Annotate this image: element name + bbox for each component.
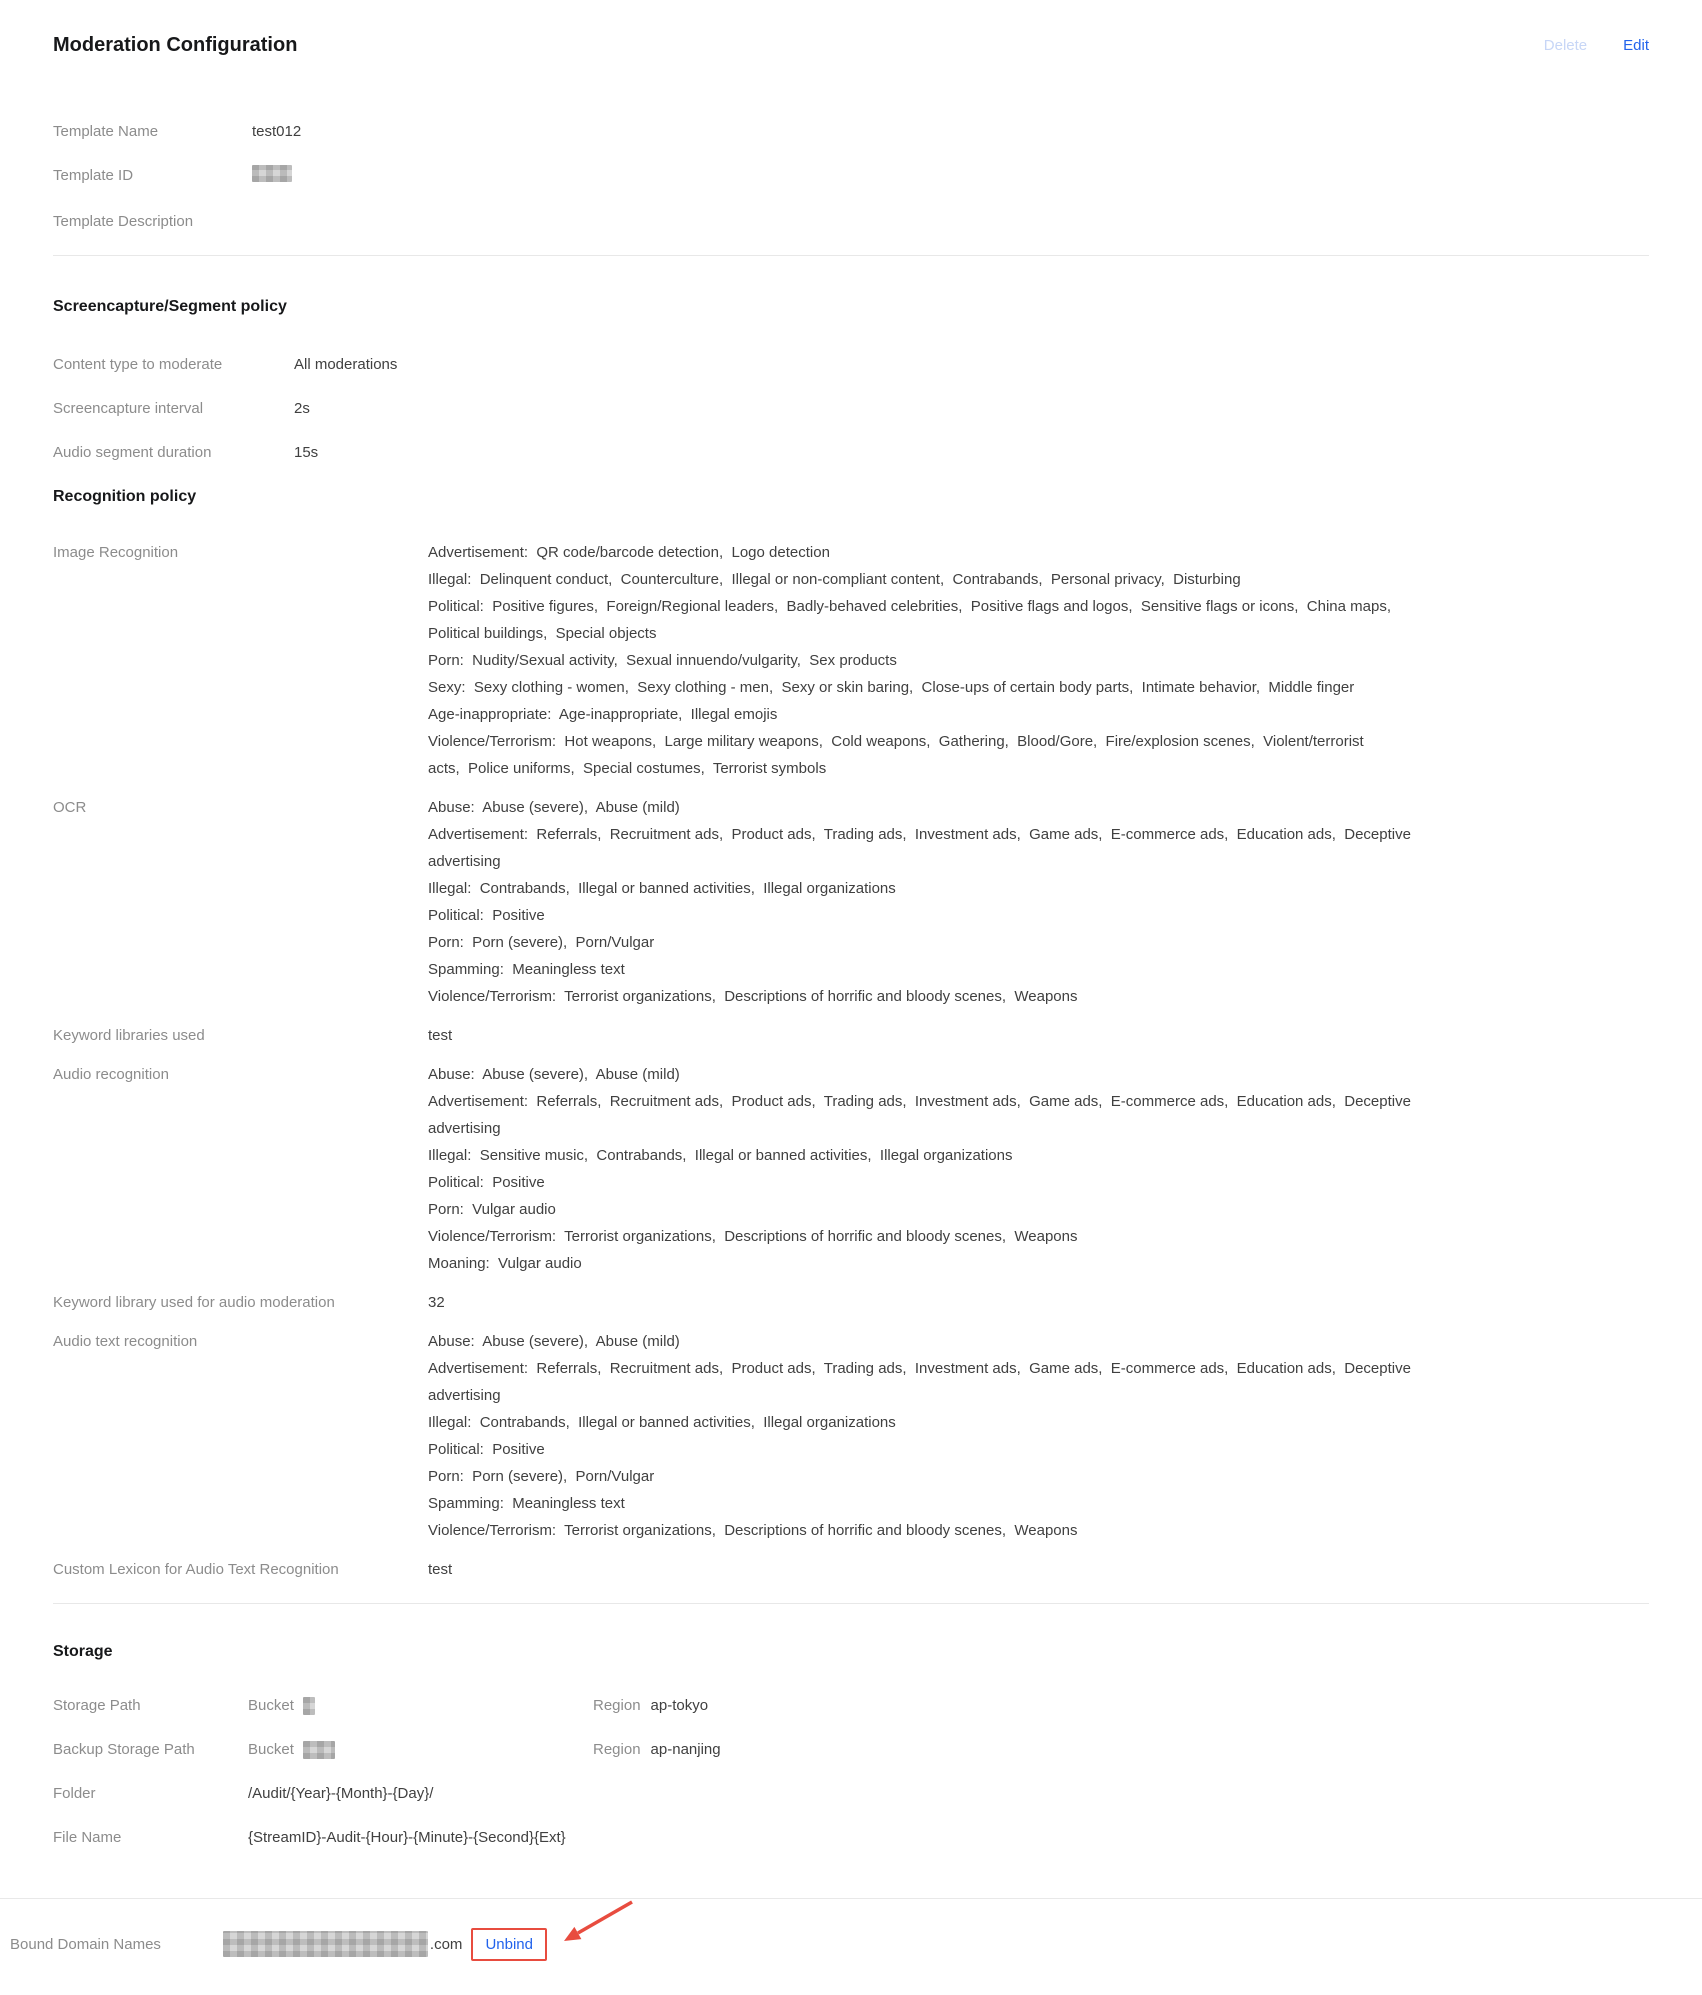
policy-line: Violence/Terrorism: Terrorist organizations, Descriptions of horrific and bloody scenes, Weapons	[428, 988, 1078, 1005]
screencapture-interval-row	[53, 398, 1649, 419]
bound-domain-label: Bound Domain Names	[10, 1935, 161, 1953]
policy-line: Political: Positive	[428, 907, 545, 924]
header-actions	[1544, 37, 1649, 54]
template-name-value: test012	[252, 123, 302, 140]
audio-segment-duration-label: Audio segment duration	[53, 444, 212, 461]
ocr-label: OCR	[53, 799, 87, 816]
ocr-row	[53, 794, 1649, 1010]
image-recognition-row	[53, 539, 1649, 782]
policy-line: Age-inappropriate: Age-inappropriate, Illegal emojis	[428, 706, 778, 723]
policy-line: Political: Positive	[428, 1441, 545, 1458]
audio-recognition-value	[428, 1061, 1649, 1277]
audio-segment-duration-row	[53, 442, 1649, 463]
page-title: Moderation Configuration	[53, 34, 298, 56]
policy-line: Moaning: Vulgar audio	[428, 1255, 582, 1272]
backup-bucket-cell	[248, 1739, 593, 1760]
policy-line: Porn: Vulgar audio	[428, 1201, 556, 1218]
storage-region-cell	[593, 1695, 708, 1716]
redacted-domain-name	[223, 1931, 428, 1957]
keyword-libraries-label: Keyword libraries used	[53, 1027, 205, 1044]
region-label: Region	[593, 1697, 641, 1714]
template-id-row	[53, 165, 1649, 188]
policy-line: Illegal: Delinquent conduct, Counterculture, Illegal or non-compliant content, Contrabands, Personal privacy, Disturbing	[428, 571, 1241, 588]
screencapture-interval-value: 2s	[294, 400, 310, 417]
unbind-button[interactable]: Unbind	[485, 1935, 533, 1953]
audio-text-recognition-row	[53, 1328, 1649, 1544]
image-recognition-value	[428, 539, 1649, 782]
audio-text-recognition-value	[428, 1328, 1649, 1544]
policy-line: Advertisement: QR code/barcode detection, Logo detection	[428, 544, 830, 561]
policy-line: Abuse: Abuse (severe), Abuse (mild)	[428, 799, 680, 816]
redacted-bucket-name	[303, 1697, 315, 1715]
recognition-policy-section	[53, 539, 1649, 1583]
storage-bucket-cell	[248, 1695, 593, 1716]
backup-storage-path-row	[53, 1739, 1649, 1760]
storage-heading: Storage	[53, 1643, 113, 1660]
template-id-label: Template ID	[53, 167, 134, 184]
policy-line: Political buildings, Special objects	[428, 625, 657, 642]
template-id-value	[252, 165, 292, 188]
policy-line: acts, Police uniforms, Special costumes, Terrorist symbols	[428, 760, 827, 777]
policy-line: Violence/Terrorism: Terrorist organizations, Descriptions of horrific and bloody scenes, Weapons	[428, 1522, 1078, 1539]
edit-button[interactable]: Edit	[1623, 36, 1649, 54]
divider	[53, 255, 1649, 256]
template-name-label: Template Name	[53, 123, 159, 140]
redacted-template-id	[252, 165, 292, 182]
content-type-label: Content type to moderate	[53, 356, 223, 373]
backup-storage-path-label: Backup Storage Path	[53, 1741, 195, 1758]
folder-label: Folder	[53, 1785, 96, 1802]
policy-line: Political: Positive	[428, 1174, 545, 1191]
policy-line: Illegal: Contrabands, Illegal or banned activities, Illegal organizations	[428, 880, 896, 897]
policy-line: Violence/Terrorism: Hot weapons, Large military weapons, Cold weapons, Gathering, Blood/Gore, Fire/explosion scenes, Violent/terrorist	[428, 733, 1364, 750]
screencapture-policy-section	[53, 354, 1649, 463]
storage-path-label: Storage Path	[53, 1697, 141, 1714]
screencapture-interval-label: Screencapture interval	[53, 400, 204, 417]
audio-keyword-library-label: Keyword library used for audio moderation	[53, 1294, 335, 1311]
policy-line: Abuse: Abuse (severe), Abuse (mild)	[428, 1066, 680, 1083]
bound-domain-row	[0, 1922, 1702, 1966]
region-value: ap-nanjing	[650, 1741, 721, 1758]
custom-lexicon-value: test	[428, 1561, 453, 1578]
domain-suffix: .com	[429, 1935, 463, 1953]
policy-line: Abuse: Abuse (severe), Abuse (mild)	[428, 1333, 680, 1350]
policy-line: Advertisement: Referrals, Recruitment ads, Product ads, Trading ads, Investment ads, Game ads, E-commerce ads, Education ads, Deceptive	[428, 1093, 1411, 1110]
policy-line: Spamming: Meaningless text	[428, 961, 625, 978]
divider	[0, 1898, 1702, 1899]
audio-keyword-library-value: 32	[428, 1294, 445, 1311]
custom-lexicon-label: Custom Lexicon for Audio Text Recognition	[53, 1561, 339, 1578]
redacted-bucket-name	[303, 1741, 335, 1759]
audio-segment-duration-value: 15s	[294, 444, 319, 461]
audio-text-recognition-label: Audio text recognition	[53, 1333, 198, 1350]
audio-recognition-label: Audio recognition	[53, 1066, 169, 1083]
policy-line: Porn: Porn (severe), Porn/Vulgar	[428, 934, 655, 951]
template-name-row	[53, 121, 1649, 142]
policy-line: Porn: Porn (severe), Porn/Vulgar	[428, 1468, 655, 1485]
delete-button[interactable]: Delete	[1543, 36, 1588, 54]
annotation-arrow-icon	[556, 1896, 640, 1948]
bucket-label: Bucket	[248, 1697, 294, 1714]
audio-recognition-row	[53, 1061, 1649, 1277]
folder-row	[53, 1783, 1649, 1804]
page-header	[53, 0, 1649, 59]
custom-lexicon-row	[53, 1556, 1649, 1583]
image-recognition-label: Image Recognition	[53, 544, 179, 561]
backup-region-cell	[593, 1739, 721, 1760]
file-name-value: {StreamID}-Audit-{Hour}-{Minute}-{Second}{Ext}	[248, 1829, 566, 1846]
policy-line: Spamming: Meaningless text	[428, 1495, 625, 1512]
policy-line: Illegal: Sensitive music, Contrabands, Illegal or banned activities, Illegal organizations	[428, 1147, 1013, 1164]
file-name-label: File Name	[53, 1829, 122, 1846]
policy-line: Porn: Nudity/Sexual activity, Sexual innuendo/vulgarity, Sex products	[428, 652, 897, 669]
policy-line: advertising	[428, 853, 501, 870]
divider	[53, 1603, 1649, 1604]
region-value: ap-tokyo	[650, 1697, 709, 1714]
content-type-row	[53, 354, 1649, 375]
policy-line: advertising	[428, 1387, 501, 1404]
storage-path-row	[53, 1695, 1649, 1716]
file-name-row	[53, 1827, 1649, 1848]
policy-line: Illegal: Contrabands, Illegal or banned activities, Illegal organizations	[428, 1414, 896, 1431]
region-label: Region	[593, 1741, 641, 1758]
ocr-value	[428, 794, 1649, 1010]
keyword-libraries-row	[53, 1022, 1649, 1049]
policy-line: Advertisement: Referrals, Recruitment ads, Product ads, Trading ads, Investment ads, Game ads, E-commerce ads, Education ads, Deceptive	[428, 826, 1411, 843]
bucket-label: Bucket	[248, 1741, 294, 1758]
template-info-section	[53, 121, 1649, 232]
folder-value: /Audit/{Year}-{Month}-{Day}/	[248, 1785, 434, 1802]
keyword-libraries-value: test	[428, 1027, 453, 1044]
policy-line: Sexy: Sexy clothing - women, Sexy clothing - men, Sexy or skin baring, Close-ups of certain body parts, Intimate behavior, Middle finger	[428, 679, 1355, 696]
audio-keyword-library-row	[53, 1289, 1649, 1316]
template-description-label: Template Description	[53, 213, 194, 230]
content-type-value: All moderations	[294, 356, 398, 373]
policy-line: Political: Positive figures, Foreign/Regional leaders, Badly-behaved celebrities, Positive flags and logos, Sensitive flags or icons, China maps,	[428, 598, 1396, 615]
policy-line: Advertisement: Referrals, Recruitment ads, Product ads, Trading ads, Investment ads, Game ads, E-commerce ads, Education ads, Deceptive	[428, 1360, 1411, 1377]
policy-line: advertising	[428, 1120, 501, 1137]
recognition-policy-heading: Recognition policy	[53, 488, 197, 505]
policy-line: Violence/Terrorism: Terrorist organizations, Descriptions of horrific and bloody scenes, Weapons	[428, 1228, 1078, 1245]
screencapture-policy-heading: Screencapture/Segment policy	[53, 298, 287, 315]
unbind-highlight-box	[471, 1928, 547, 1961]
storage-section	[53, 1695, 1649, 1848]
template-description-row	[53, 211, 1649, 232]
